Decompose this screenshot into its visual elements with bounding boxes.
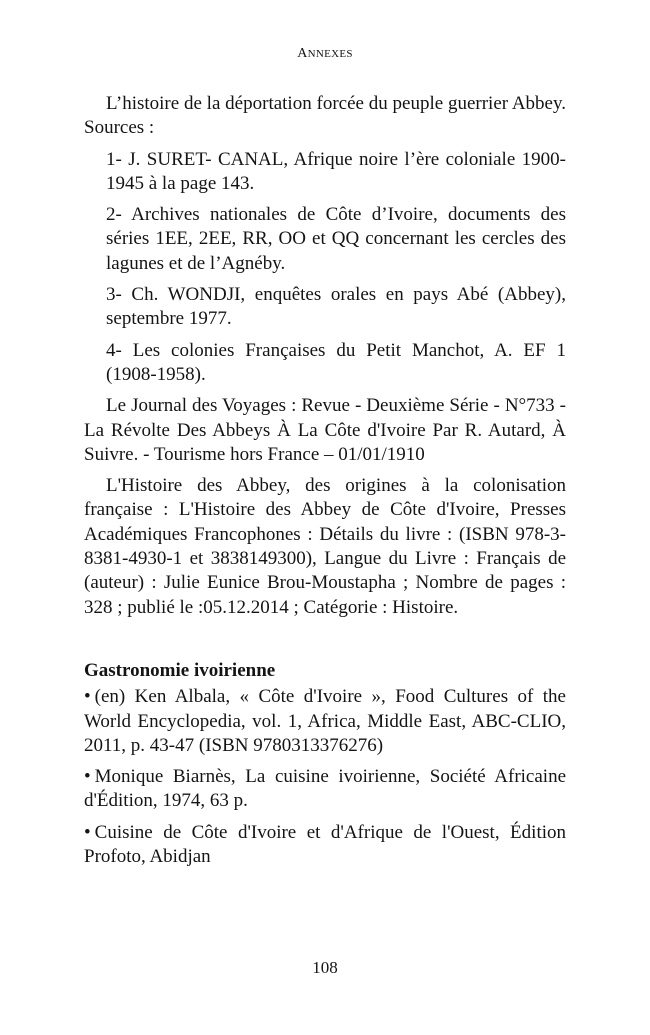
section-heading: Gastronomie ivoirienne [84, 659, 276, 681]
book-paragraph: L'Histoire des Abbey, des origines à la colonisation française : L'Histoire des Abbey de Côte d'Ivoire, Presses Académiques Francophones : Détails du livre : (ISBN 978-3-8381-4930-1 et 3838149300), Langue du Livre : Français de (auteur) : Julie Eunice Brou-Moustapha ; Nombre de pages : 328 ; publié le :05.12.2014 ; Catégorie : Histoire. [84, 475, 566, 618]
intro-paragraph: L’histoire de la déportation forcée du peuple guerrier Abbey. Sources : [84, 93, 566, 139]
source-item-2: 2- Archives nationales de Côte d’Ivoire, documents des séries 1EE, 2EE, RR, OO et QQ concernant les cercles des lagunes et de l’Agnéby. [106, 204, 566, 274]
bibliography-item [84, 685, 566, 758]
section-spacer [84, 627, 566, 659]
bullet-icon: • [84, 766, 91, 788]
bibliography-item-text: (en) Ken Albala, « Côte d'Ivoire », Food Cultures of the World Encyclopedia, vol. 1, Africa, Middle East, ABC-CLIO, 2011, p. 43-47 (ISBN 9780313376276) [84, 686, 566, 756]
journal-paragraph: Le Journal des Voyages : Revue - Deuxième Série - N°733 - La Révolte Des Abbeys À La Côte d'Ivoire Par R. Autard, À Suivre. - Tourisme hors France – 01/01/1910 [84, 395, 566, 465]
page-body [84, 92, 566, 876]
page-number: 108 [312, 958, 338, 977]
running-head-rest: NNEXES [307, 48, 353, 60]
source-item-3: 3- Ch. WONDJI, enquêtes orales en pays Abé (Abbey), septembre 1977. [106, 284, 566, 330]
bibliography-item-text: Cuisine de Côte d'Ivoire et d'Afrique de l'Ouest, Édition Profoto, Abidjan [84, 821, 566, 868]
running-head-initial: A [297, 46, 308, 61]
bullet-icon: • [84, 686, 91, 708]
source-item-4: 4- Les colonies Françaises du Petit Manchot, A. EF 1 (1908-1958). [106, 339, 566, 385]
bibliography-item [84, 765, 566, 814]
bibliography-item-text: Monique Biarnès, La cuisine ivoirienne, Société Africaine d'Édition, 1974, 63 p. [84, 766, 566, 812]
bullet-icon: • [84, 821, 91, 843]
running-head [0, 46, 650, 62]
source-item-1: 1- J. SURET- CANAL, Afrique noire l’ère coloniale 1900-1945 à la page 143. [106, 148, 566, 194]
bibliography-item [84, 821, 566, 870]
